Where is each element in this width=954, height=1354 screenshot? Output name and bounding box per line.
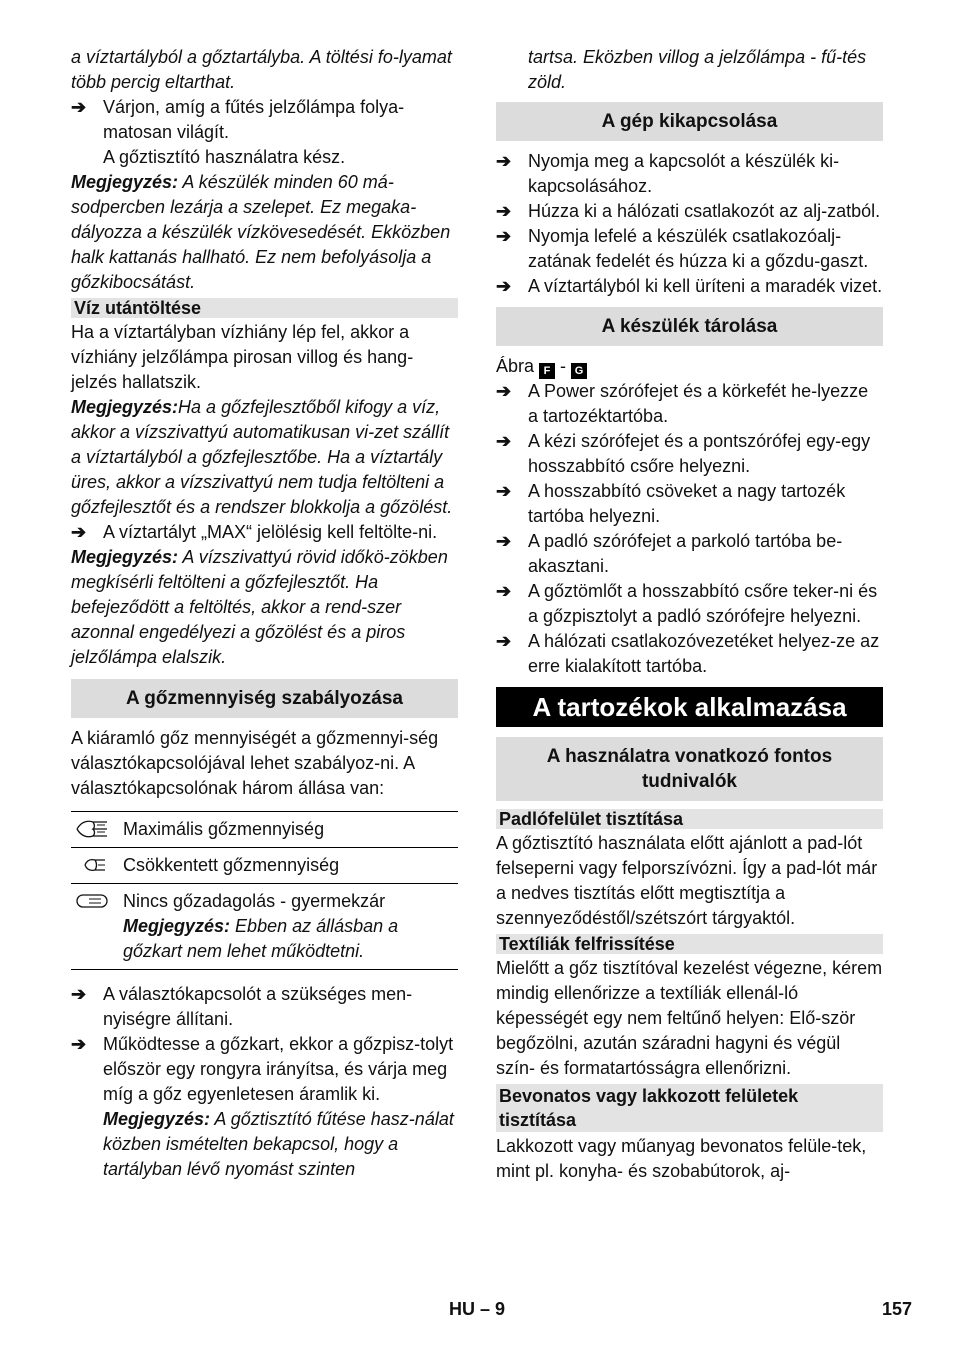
- ready-text: A gőztisztító használatra kész.: [103, 147, 346, 167]
- step-fill-tank: [71, 520, 458, 545]
- table-row: [71, 812, 458, 848]
- subheading-floor: Padlófelület tisztítása: [496, 809, 883, 829]
- step-store: [496, 529, 883, 579]
- step-text: A padló szórófejet a parkoló tartóba be-akasztani.: [528, 531, 843, 576]
- note-valve: [71, 170, 458, 295]
- figure-dash: -: [555, 356, 572, 376]
- intro-text: a víztartályból a gőztartályba. A töltési fo-lyamat több percig eltarthat.: [71, 47, 452, 92]
- table-cell-text: Csökkentett gőzmennyiség: [123, 855, 340, 875]
- page-number: 157: [881, 1299, 912, 1319]
- step-store: [496, 429, 883, 479]
- figure-word: Ábra: [496, 356, 535, 376]
- continued-note: tartsa. Eközben villog a jelzőlámpa - fű-tés zöld.: [528, 47, 867, 92]
- step-off: [496, 149, 883, 199]
- step-text: Nyomja lefelé a készülék csatlakozóalj-zatának fedelét és húzza ki a gőzdu-gaszt.: [528, 226, 869, 271]
- arrow-icon: ➔: [496, 276, 512, 296]
- arrow-icon: ➔: [496, 481, 512, 501]
- note-text: A vízszivattyú rövid időkö-zökben megkísérli feltölteni a gőzfejlesztőt. Ha befejeződött a feltöltés, akkor a rend-szer azonnal engedélyezi a gőzölést és a piros jelzőlámpa elalszik.: [71, 547, 448, 667]
- step-text: A víztartályt „MAX“ jelölésig kell feltölte-ni.: [103, 522, 438, 542]
- step-operate-lever: [71, 1032, 458, 1107]
- arrow-icon: ➔: [496, 531, 512, 551]
- figure-g-icon: G: [571, 363, 587, 379]
- step-store: [496, 379, 883, 429]
- subheading-refill: Víz utántöltése: [71, 298, 458, 318]
- step-text: A hosszabbító csöveket a nagy tartozék tartóba helyezni.: [528, 481, 846, 526]
- table-cell-text: Maximális gőzmennyiség: [123, 819, 325, 839]
- note-label: Megjegyzés:: [103, 1109, 211, 1129]
- step-text: A gőztömlőt a hosszabbító csőre teker-ni és a gőzpisztolyt a padló szórófejre helyezni.: [528, 581, 878, 626]
- step-text: Húzza ki a hálózati csatlakozót az alj-zatból.: [528, 201, 881, 221]
- note-label: Megjegyzés:: [71, 172, 179, 192]
- steam-settings-table: [71, 811, 458, 970]
- note-text: A készülék minden 60 má-sodpercben lezárja a szelepet. Ez megaka-dályozza a készülék vízkövesedését. Ekközben halk kattanás hallható. Ez nem befolyásolja a gőzkibocsátást.: [71, 172, 451, 292]
- section-storage: A készülék tárolása: [496, 307, 883, 346]
- note-text: Ha a gőzfejlesztőből kifogy a víz, akkor a vízszivattyú automatikusan vi-zet szállít a víztartályból a gőzfejlesztőbe. Ha a víztartály üres, akkor a vízszivattyú nem tudja feltölteni a gőzfejlesztőt és a rendszer blokkolja a gőzölést.: [71, 397, 453, 517]
- arrow-icon: ➔: [71, 1034, 87, 1054]
- arrow-icon: ➔: [496, 631, 512, 651]
- note-refill-boiler: [71, 545, 458, 670]
- table-row: [71, 848, 458, 884]
- step-text: A hálózati csatlakozóvezetéket helyez-ze az erre kialakított tartóba.: [528, 631, 880, 676]
- section-important-info: A használatra vonatkozó fontos tudnivalók: [496, 737, 883, 801]
- table-cell-note: [123, 914, 458, 964]
- step-text: Várjon, amíg a fűtés jelzőlámpa folya-matosan világít.: [103, 97, 405, 142]
- arrow-icon: ➔: [496, 431, 512, 451]
- arrow-icon: ➔: [71, 97, 87, 117]
- note-heating: [71, 1107, 458, 1182]
- coated-paragraph: Lakkozott vagy műanyag bevonatos felüle-tek, mint pl. konyha- és szobabútorok, aj-: [496, 1136, 867, 1181]
- step-store: [496, 579, 883, 629]
- section-steam-regulation: A gőzmennyiség szabályozása: [71, 679, 458, 718]
- step-wait-heater: [71, 95, 458, 145]
- note-label: Megjegyzés:: [71, 547, 179, 567]
- reduced-steam-icon: [71, 848, 123, 884]
- step-text: A kézi szórófejet és a pontszórófej egy-egy hosszabbító csőre helyezni.: [528, 431, 871, 476]
- subheading-coated: Bevonatos vagy lakkozott felületek tisztítása: [496, 1084, 883, 1132]
- chapter-heading: A tartozékok alkalmazása: [496, 687, 883, 727]
- left-column: [71, 45, 458, 1182]
- table-row: [71, 884, 458, 970]
- note-label: Megjegyzés:: [123, 916, 231, 936]
- note-label: Megjegyzés:: [71, 397, 179, 417]
- step-text: Működtesse a gőzkart, ekkor a gőzpisz-tolyt először egy rongyra irányítsa, és várja meg míg a gőz egyenletesen áramlik ki.: [103, 1034, 454, 1104]
- textile-paragraph: Mielőtt a gőz tisztítóval kezelést végezne, kérem mindig ellenőrizze a textíliák ellenál-ló képességét egy nem feltűnő helyen: Elő-ször begőzölni, azután száradni hagyni és végül szín- és formatartósságra ellenőrizni.: [496, 958, 883, 1078]
- step-text: A víztartályból ki kell üríteni a maradék vizet.: [528, 276, 883, 296]
- floor-paragraph: A gőztisztító használata előtt ajánlott a pad-lót felseperni vagy felporszívózni. Így a pad-lót már a nedves tisztítás előtt megtisztítja a szennyeződéstől/szétszórt tárgyaktól.: [496, 833, 878, 928]
- note-text: A gőztisztító fűtése hasz-nálat közben ismételten bekapcsol, hogy a tartályban lévő nyomást szinten: [103, 1109, 454, 1179]
- steam-paragraph: A kiáramló gőz mennyiségét a gőzmennyi-ség választókapcsolójával lehet szabályoz-ni. A választókapcsolónak három állása van:: [71, 728, 439, 798]
- subheading-textile: Textíliák felfrissítése: [496, 934, 883, 954]
- arrow-icon: ➔: [496, 151, 512, 171]
- step-store: [496, 629, 883, 679]
- step-set-selector: [71, 982, 458, 1032]
- step-off: [496, 274, 883, 299]
- child-lock-icon: [71, 884, 123, 970]
- arrow-icon: ➔: [496, 381, 512, 401]
- step-text: Nyomja meg a kapcsolót a készülék ki-kapcsolásához.: [528, 151, 840, 196]
- step-store: [496, 479, 883, 529]
- section-switch-off: A gép kikapcsolása: [496, 102, 883, 141]
- max-steam-icon: [71, 812, 123, 848]
- right-column: [496, 45, 883, 1184]
- step-off: [496, 224, 883, 274]
- note-text: Ebben az állásban a gőzkart nem lehet működtetni.: [123, 916, 399, 961]
- arrow-icon: ➔: [496, 581, 512, 601]
- refill-paragraph: Ha a víztartályban vízhiány lép fel, akkor a vízhiány jelzőlámpa pirosan villog és hang-jelzés hallatszik.: [71, 322, 414, 392]
- arrow-icon: ➔: [71, 984, 87, 1004]
- figure-f-icon: F: [539, 363, 555, 379]
- table-cell-text: Nincs gőzadagolás - gyermekzár: [123, 891, 386, 911]
- arrow-icon: ➔: [496, 226, 512, 246]
- step-text: A Power szórófejet és a körkefét he-lyezze a tartozéktartóba.: [528, 381, 869, 426]
- footer-section-label: HU – 9: [448, 1299, 506, 1319]
- figure-reference: [496, 354, 883, 379]
- step-off: [496, 199, 883, 224]
- arrow-icon: ➔: [71, 522, 87, 542]
- arrow-icon: ➔: [496, 201, 512, 221]
- note-pump: [71, 395, 458, 520]
- step-text: A választókapcsolót a szükséges men-nyiségre állítani.: [103, 984, 413, 1029]
